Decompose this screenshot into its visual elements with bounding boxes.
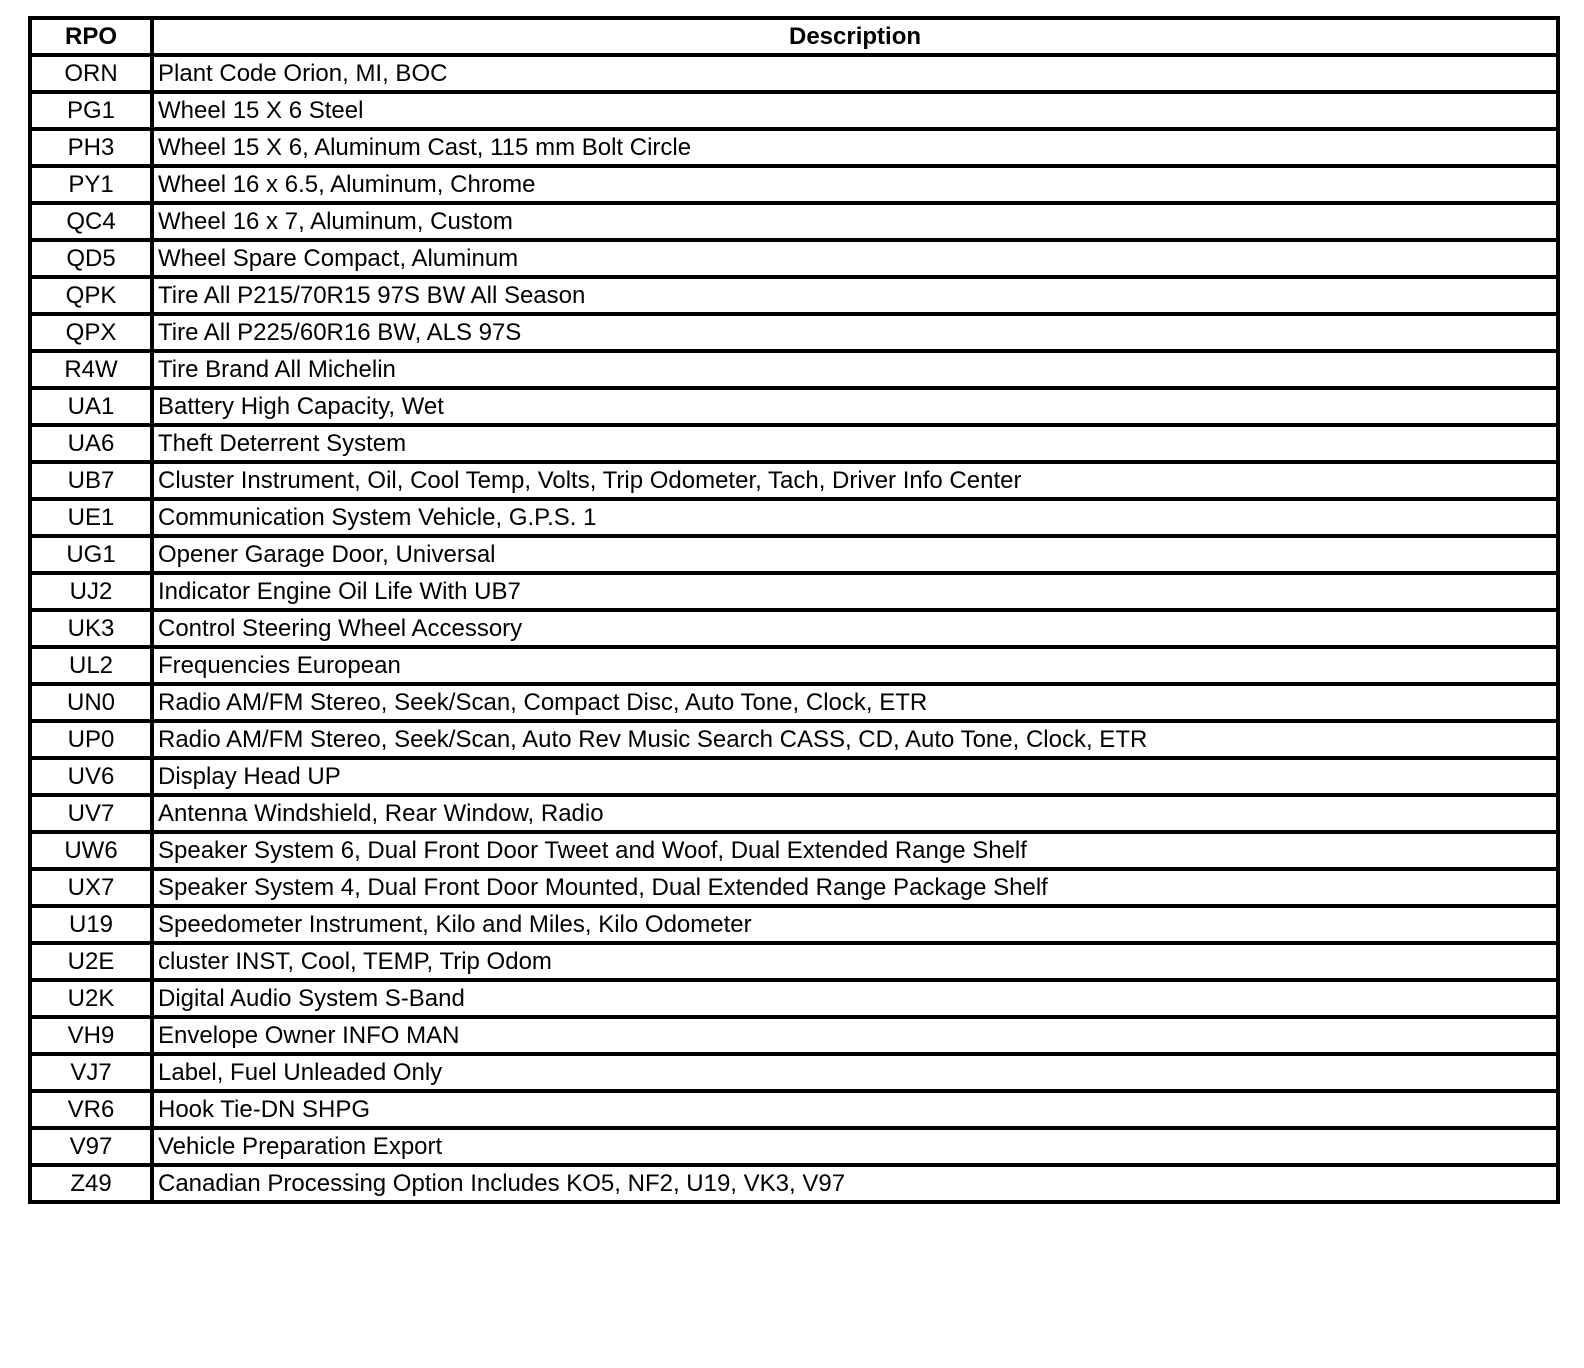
table-row (30, 832, 1558, 869)
description-cell: Hook Tie-DN SHPG (152, 1091, 1558, 1128)
rpo-code-cell: QD5 (30, 240, 152, 277)
table-row (30, 573, 1558, 610)
description-cell: Control Steering Wheel Accessory (152, 610, 1558, 647)
rpo-code-cell: UJ2 (30, 573, 152, 610)
description-cell: Plant Code Orion, MI, BOC (152, 55, 1558, 92)
description-cell: Tire All P215/70R15 97S BW All Season (152, 277, 1558, 314)
rpo-code-cell: UV7 (30, 795, 152, 832)
table-row (30, 647, 1558, 684)
rpo-code-cell: UE1 (30, 499, 152, 536)
description-cell: cluster INST, Cool, TEMP, Trip Odom (152, 943, 1558, 980)
column-header-description: Description (152, 18, 1558, 55)
rpo-code-cell: UP0 (30, 721, 152, 758)
table-row (30, 203, 1558, 240)
description-cell: Digital Audio System S-Band (152, 980, 1558, 1017)
table-row (30, 55, 1558, 92)
description-cell: Radio AM/FM Stereo, Seek/Scan, Compact Disc, Auto Tone, Clock, ETR (152, 684, 1558, 721)
table-row (30, 721, 1558, 758)
table-row (30, 758, 1558, 795)
table-row (30, 314, 1558, 351)
table-row (30, 610, 1558, 647)
rpo-code-cell: QPK (30, 277, 152, 314)
description-cell: Envelope Owner INFO MAN (152, 1017, 1558, 1054)
description-cell: Radio AM/FM Stereo, Seek/Scan, Auto Rev Music Search CASS, CD, Auto Tone, Clock, ETR (152, 721, 1558, 758)
table-row (30, 166, 1558, 203)
table-row (30, 536, 1558, 573)
description-cell: Cluster Instrument, Oil, Cool Temp, Volts, Trip Odometer, Tach, Driver Info Center (152, 462, 1558, 499)
description-cell: Wheel 15 X 6, Aluminum Cast, 115 mm Bolt Circle (152, 129, 1558, 166)
table-row (30, 499, 1558, 536)
description-cell: Opener Garage Door, Universal (152, 536, 1558, 573)
description-cell: Antenna Windshield, Rear Window, Radio (152, 795, 1558, 832)
rpo-code-cell: U2K (30, 980, 152, 1017)
rpo-code-cell: UB7 (30, 462, 152, 499)
rpo-code-cell: QPX (30, 314, 152, 351)
table-row (30, 1017, 1558, 1054)
description-cell: Wheel 16 x 6.5, Aluminum, Chrome (152, 166, 1558, 203)
table-row (30, 980, 1558, 1017)
rpo-code-cell: UN0 (30, 684, 152, 721)
table-row (30, 1165, 1558, 1202)
rpo-code-cell: V97 (30, 1128, 152, 1165)
table-row (30, 1091, 1558, 1128)
table-row (30, 1128, 1558, 1165)
table-row (30, 462, 1558, 499)
description-cell: Tire Brand All Michelin (152, 351, 1558, 388)
rpo-code-cell: UA6 (30, 425, 152, 462)
description-cell: Frequencies European (152, 647, 1558, 684)
table-body (30, 55, 1558, 1202)
rpo-code-cell: R4W (30, 351, 152, 388)
rpo-code-cell: PG1 (30, 92, 152, 129)
description-cell: Display Head UP (152, 758, 1558, 795)
rpo-code-cell: UV6 (30, 758, 152, 795)
table-header (30, 18, 1558, 55)
description-cell: Wheel Spare Compact, Aluminum (152, 240, 1558, 277)
rpo-code-cell: VH9 (30, 1017, 152, 1054)
table-row (30, 684, 1558, 721)
table-row (30, 1054, 1558, 1091)
table-row (30, 425, 1558, 462)
rpo-table (28, 16, 1560, 1204)
rpo-code-cell: VR6 (30, 1091, 152, 1128)
table-row (30, 795, 1558, 832)
rpo-code-cell: Z49 (30, 1165, 152, 1202)
description-cell: Canadian Processing Option Includes KO5, NF2, U19, VK3, V97 (152, 1165, 1558, 1202)
table-row (30, 906, 1558, 943)
table-row (30, 388, 1558, 425)
table-row (30, 943, 1558, 980)
description-cell: Speedometer Instrument, Kilo and Miles, Kilo Odometer (152, 906, 1558, 943)
description-cell: Theft Deterrent System (152, 425, 1558, 462)
table-row (30, 277, 1558, 314)
rpo-code-cell: UW6 (30, 832, 152, 869)
table-row (30, 869, 1558, 906)
table-row (30, 240, 1558, 277)
column-header-rpo: RPO (30, 18, 152, 55)
description-cell: Tire All P225/60R16 BW, ALS 97S (152, 314, 1558, 351)
table-row (30, 129, 1558, 166)
header-row (30, 18, 1558, 55)
description-cell: Vehicle Preparation Export (152, 1128, 1558, 1165)
table-row (30, 92, 1558, 129)
description-cell: Wheel 15 X 6 Steel (152, 92, 1558, 129)
rpo-code-cell: VJ7 (30, 1054, 152, 1091)
description-cell: Label, Fuel Unleaded Only (152, 1054, 1558, 1091)
description-cell: Battery High Capacity, Wet (152, 388, 1558, 425)
rpo-code-cell: UL2 (30, 647, 152, 684)
rpo-code-cell: U19 (30, 906, 152, 943)
rpo-code-cell: UG1 (30, 536, 152, 573)
rpo-code-cell: PH3 (30, 129, 152, 166)
rpo-code-cell: PY1 (30, 166, 152, 203)
rpo-code-cell: UX7 (30, 869, 152, 906)
rpo-code-cell: U2E (30, 943, 152, 980)
description-cell: Speaker System 4, Dual Front Door Mounted, Dual Extended Range Package Shelf (152, 869, 1558, 906)
description-cell: Speaker System 6, Dual Front Door Tweet and Woof, Dual Extended Range Shelf (152, 832, 1558, 869)
rpo-code-cell: UK3 (30, 610, 152, 647)
rpo-code-cell: QC4 (30, 203, 152, 240)
rpo-code-cell: UA1 (30, 388, 152, 425)
description-cell: Wheel 16 x 7, Aluminum, Custom (152, 203, 1558, 240)
rpo-code-cell: ORN (30, 55, 152, 92)
description-cell: Communication System Vehicle, G.P.S. 1 (152, 499, 1558, 536)
description-cell: Indicator Engine Oil Life With UB7 (152, 573, 1558, 610)
table-row (30, 351, 1558, 388)
